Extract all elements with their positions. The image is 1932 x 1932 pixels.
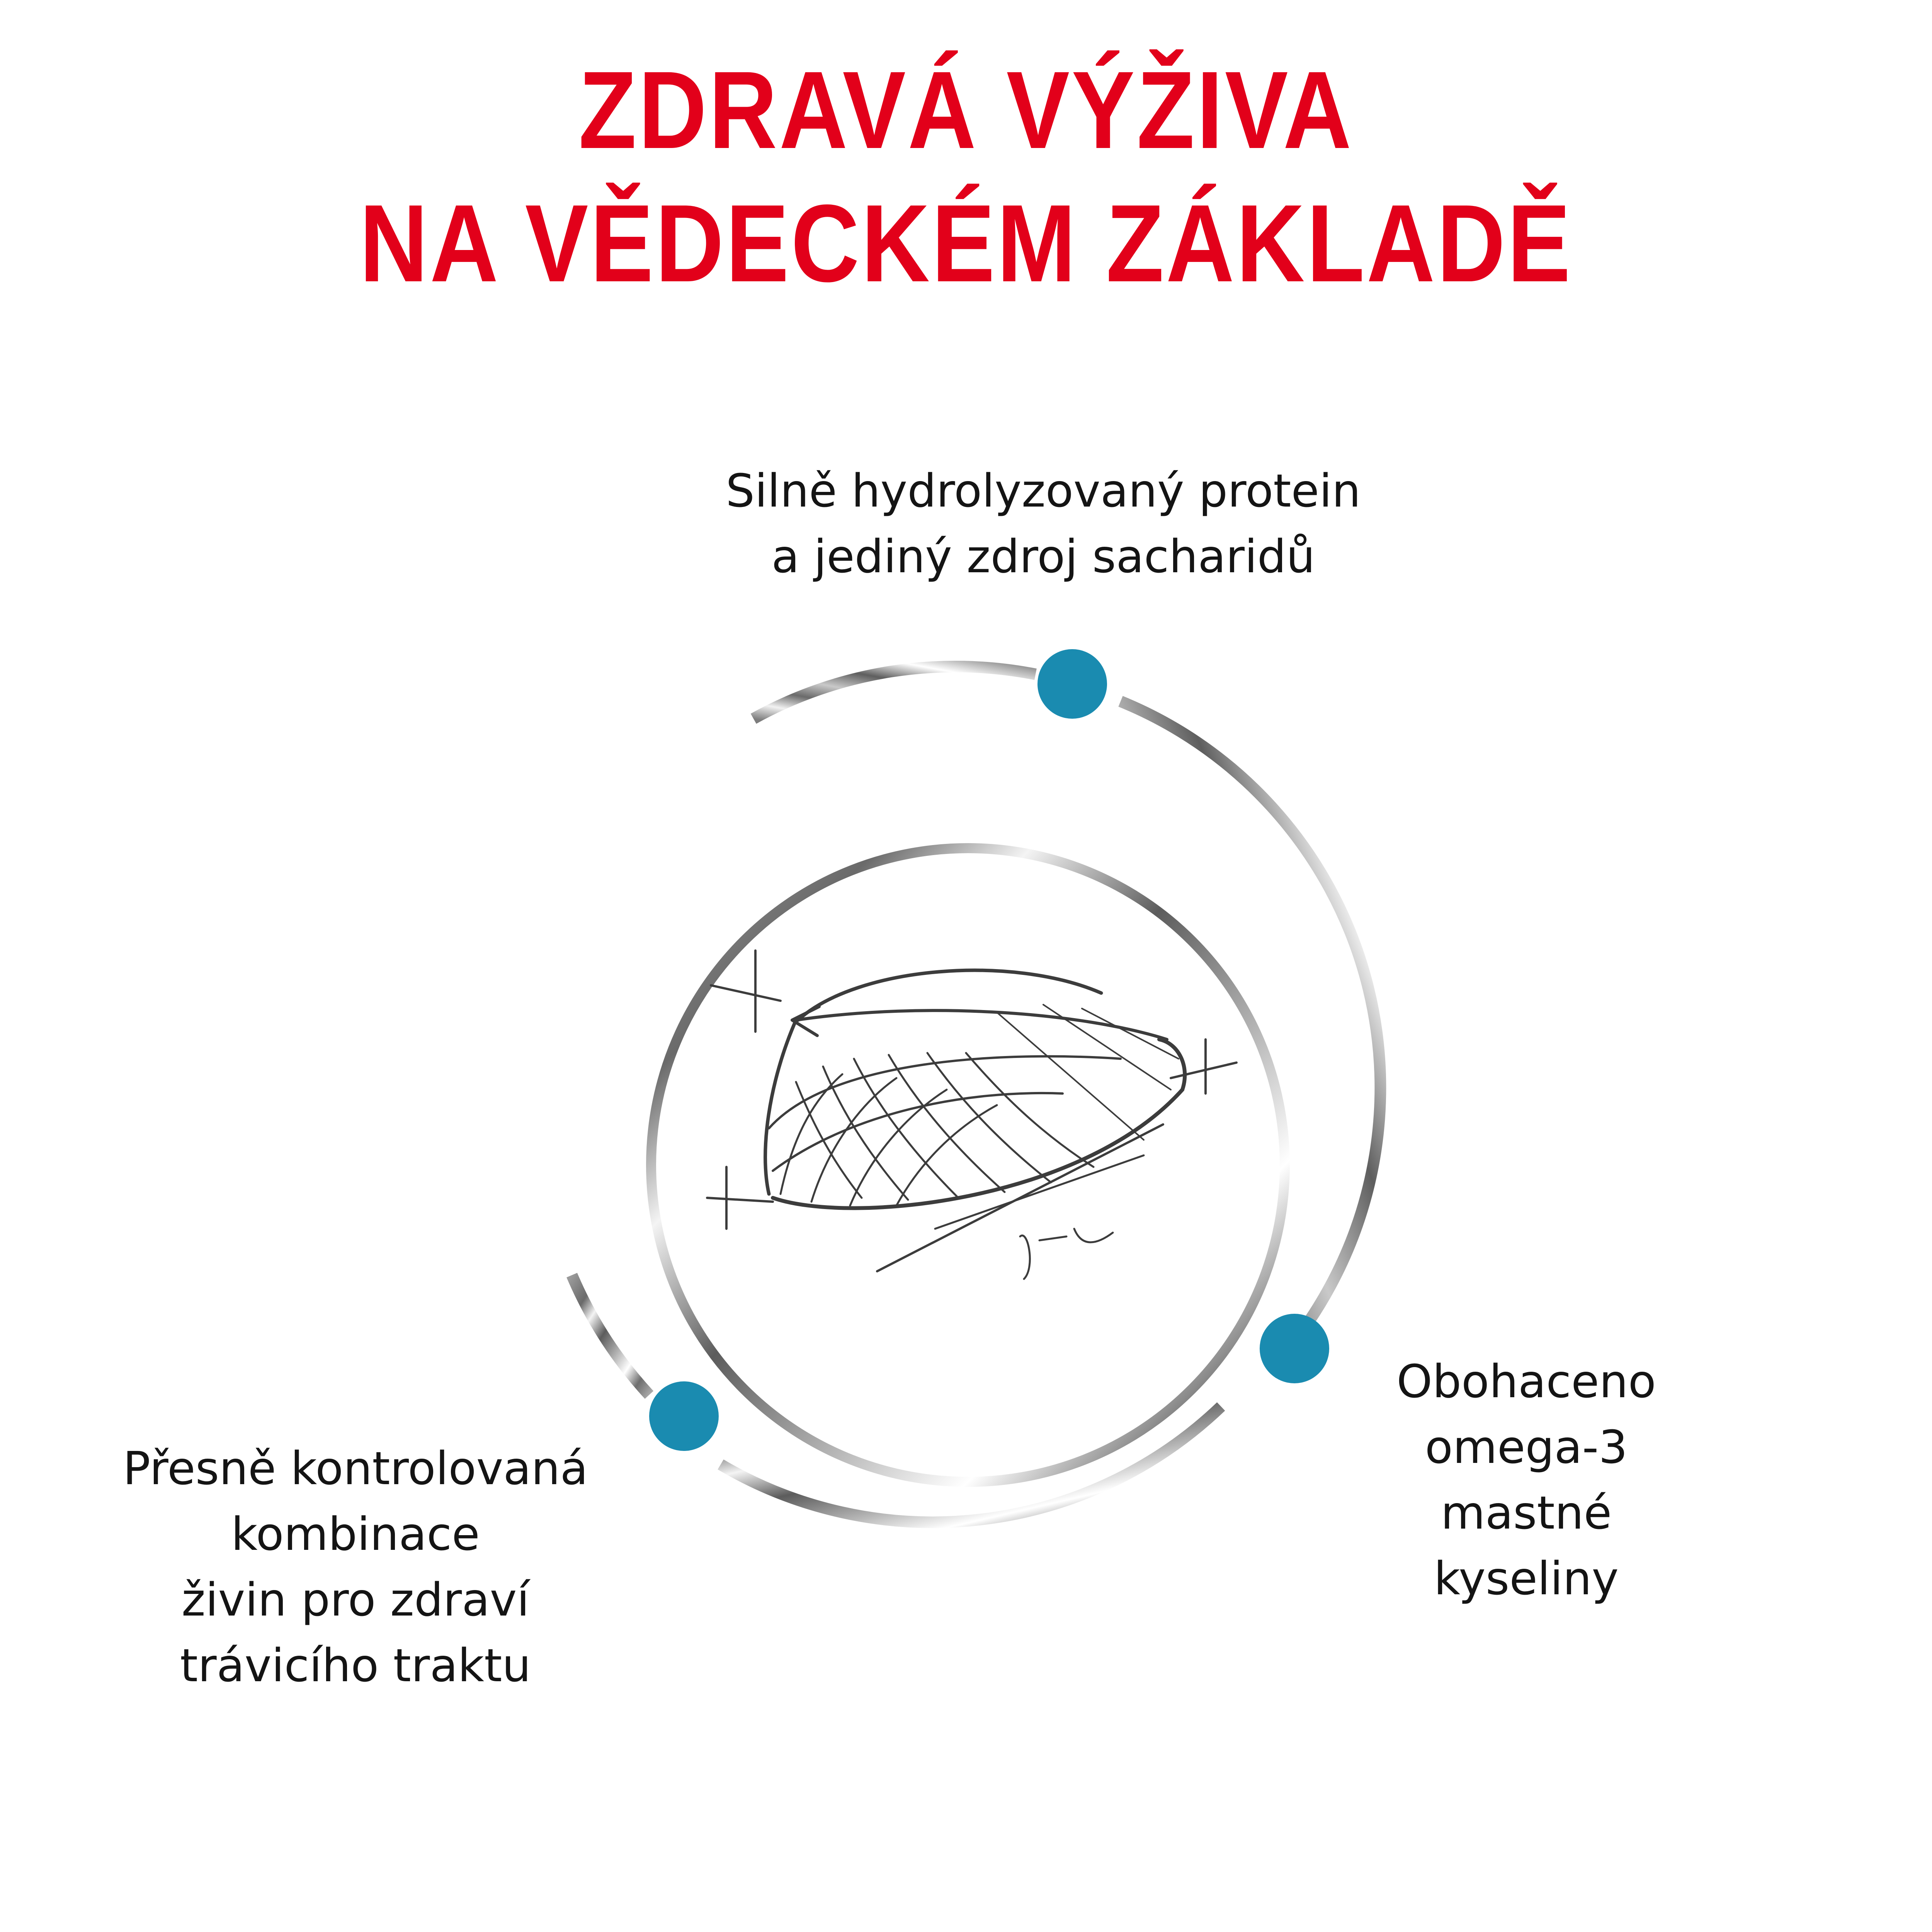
feature-right-line-3: mastné — [1440, 1486, 1612, 1539]
feature-right-line-1: Obohaceno — [1396, 1355, 1656, 1408]
feature-left-line-1: Přesně kontrolovaná — [123, 1442, 588, 1495]
feature-left-line-3: živin pro zdraví — [181, 1573, 530, 1626]
feature-right-line-4: kyseliny — [1434, 1552, 1619, 1605]
title-line-2: NA VĚDECKÉM ZÁKLADĚ — [359, 182, 1573, 305]
feature-dot-top — [1037, 649, 1107, 719]
feature-text-top — [580, 458, 1507, 589]
title-line-1: ZDRAVÁ VÝŽIVA — [578, 49, 1354, 172]
outer-arc-bottom-left — [572, 1275, 649, 1395]
feature-right-line-2: omega-3 — [1425, 1420, 1628, 1474]
kibble-sketch-icon — [707, 951, 1236, 1279]
feature-text-left — [19, 1435, 692, 1698]
feature-top-line-2: a jediný zdroj sacharidů — [771, 530, 1315, 583]
inner-ring — [651, 848, 1285, 1482]
feature-top-line-1: Silně hydrolyzovaný protein — [726, 464, 1361, 517]
feature-text-right — [1314, 1349, 1739, 1611]
outer-arc-top-left — [753, 667, 1036, 719]
feature-left-line-4: trávicího traktu — [180, 1639, 531, 1692]
feature-left-line-2: kombinace — [231, 1507, 480, 1561]
